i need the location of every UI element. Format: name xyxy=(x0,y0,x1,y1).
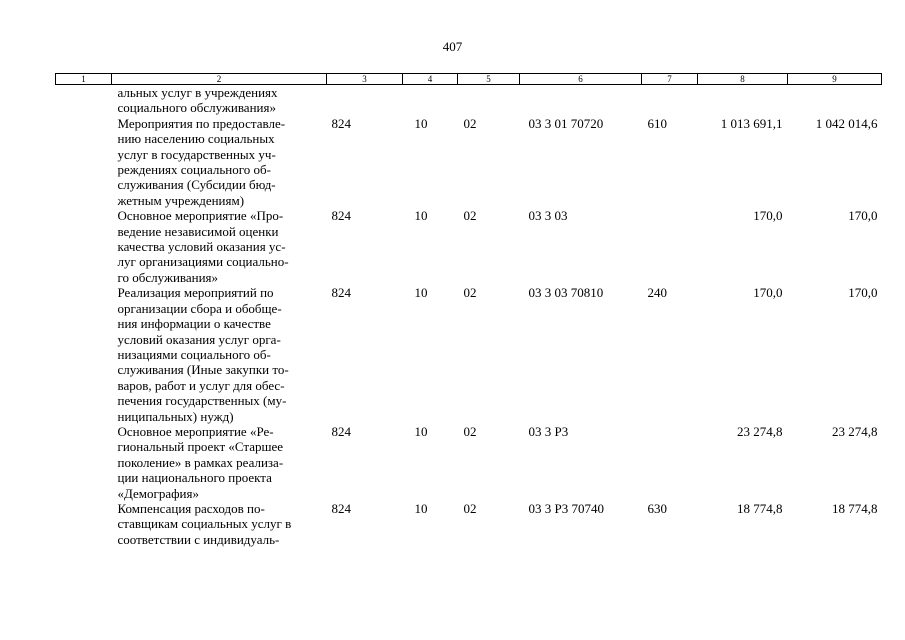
section-code: 10 xyxy=(414,115,428,131)
item-name-line: организации сбора и обобще- xyxy=(117,300,282,316)
item-name-line: социального обслуживания» xyxy=(117,100,276,116)
amount-year-2 xyxy=(788,85,882,116)
item-name-line: качества условий оказания ус- xyxy=(117,239,286,255)
department-code: 824 xyxy=(331,423,351,439)
item-name-line: ставщикам социальных услуг в xyxy=(117,516,292,532)
amount-year-2: 18 774,8 xyxy=(832,500,878,516)
expense-type-code: 610 xyxy=(647,115,667,131)
item-name-line: ции национального проекта xyxy=(117,470,272,486)
column-header-8: 8 xyxy=(698,74,788,85)
item-name-cell xyxy=(112,285,327,424)
row-number-cell xyxy=(56,85,112,116)
item-name-line: печения государственных (му- xyxy=(117,393,287,409)
item-name-cell xyxy=(112,501,327,547)
item-name-line: низациями социального об- xyxy=(117,346,271,362)
target-article-code: 03 3 03 xyxy=(528,208,568,224)
item-name-line: поколение» в рамках реализа- xyxy=(117,454,284,470)
row-number-cell xyxy=(56,285,112,424)
item-name-line: варов, работ и услуг для обес- xyxy=(117,377,285,393)
subsection-code: 02 xyxy=(463,285,477,301)
section-code xyxy=(403,85,458,116)
item-name-line: служивания (Иные закупки то- xyxy=(117,362,289,378)
column-header-2: 2 xyxy=(112,74,327,85)
department-code: 824 xyxy=(331,208,351,224)
target-article-code xyxy=(520,85,642,116)
amount-year-1: 170,0 xyxy=(753,208,783,224)
item-name-line: «Демография» xyxy=(117,485,199,501)
target-article-code: 03 3 03 70810 xyxy=(528,285,604,301)
column-header-9: 9 xyxy=(788,74,882,85)
subsection-code xyxy=(458,85,520,116)
amount-year-1 xyxy=(698,85,788,116)
amount-year-2: 23 274,8 xyxy=(832,423,878,439)
amount-year-1: 18 774,8 xyxy=(737,500,783,516)
item-name-line: Основное мероприятие «Про- xyxy=(117,208,284,224)
amount-year-1: 23 274,8 xyxy=(737,423,783,439)
item-name-line: Основное мероприятие «Ре- xyxy=(117,423,274,439)
department-code xyxy=(327,85,403,116)
row-number-cell xyxy=(56,208,112,285)
item-name-line: нию населению социальных xyxy=(117,131,275,147)
amount-year-2: 170,0 xyxy=(848,208,878,224)
item-name-line: реждениях социального об- xyxy=(117,162,271,178)
section-code: 10 xyxy=(414,500,428,516)
item-name-cell xyxy=(112,85,327,116)
expense-type-code xyxy=(642,85,698,116)
budget-table xyxy=(55,73,882,547)
item-name-line: служивания (Субсидии бюд- xyxy=(117,177,276,193)
section-code: 10 xyxy=(414,208,428,224)
section-code: 10 xyxy=(414,423,428,439)
table-row xyxy=(56,208,882,285)
item-name-line: жетным учреждениям) xyxy=(117,192,245,208)
amount-year-1: 170,0 xyxy=(753,285,783,301)
amount-year-2: 170,0 xyxy=(848,285,878,301)
section-code: 10 xyxy=(414,285,428,301)
page-number: 407 xyxy=(442,39,463,54)
item-name-line: гиональный проект «Старшее xyxy=(117,439,284,455)
subsection-code: 02 xyxy=(463,115,477,131)
item-name-line: луг организациями социально- xyxy=(117,254,289,270)
item-name-cell xyxy=(112,424,327,501)
target-article-code: 03 3 Р3 70740 xyxy=(528,500,604,516)
department-code: 824 xyxy=(331,115,351,131)
table-row xyxy=(56,424,882,501)
item-name-line: Компенсация расходов по- xyxy=(117,500,265,516)
subsection-code: 02 xyxy=(463,208,477,224)
expense-type-code: 630 xyxy=(647,500,667,516)
amount-year-2: 1 042 014,6 xyxy=(815,115,878,131)
amount-year-1: 1 013 691,1 xyxy=(720,115,783,131)
target-article-code: 03 3 Р3 xyxy=(528,423,569,439)
row-number-cell xyxy=(56,424,112,501)
expense-type-code xyxy=(642,424,698,501)
item-name-cell xyxy=(112,116,327,208)
table-header-row xyxy=(56,74,882,85)
column-header-7: 7 xyxy=(642,74,698,85)
subsection-code: 02 xyxy=(463,423,477,439)
expense-type-code: 240 xyxy=(647,285,667,301)
expense-type-code xyxy=(642,208,698,285)
column-header-5: 5 xyxy=(458,74,520,85)
item-name-line: го обслуживания» xyxy=(117,269,219,285)
item-name-cell xyxy=(112,208,327,285)
item-name-line: Реализация мероприятий по xyxy=(117,285,274,301)
item-name-line: ниципальных) нужд) xyxy=(117,408,234,424)
subsection-code: 02 xyxy=(463,500,477,516)
column-header-1: 1 xyxy=(56,74,112,85)
item-name-line: ведение независимой оценки xyxy=(117,223,279,239)
column-header-3: 3 xyxy=(327,74,403,85)
table-row xyxy=(56,501,882,547)
item-name-line: услуг в государственных уч- xyxy=(117,146,276,162)
department-code: 824 xyxy=(331,500,351,516)
target-article-code: 03 3 01 70720 xyxy=(528,115,604,131)
column-header-6: 6 xyxy=(520,74,642,85)
row-number-cell xyxy=(56,501,112,547)
item-name-line: альных услуг в учреждениях xyxy=(117,85,278,100)
table-row xyxy=(56,285,882,424)
table-row xyxy=(56,116,882,208)
column-header-4: 4 xyxy=(403,74,458,85)
item-name-line: Мероприятия по предоставле- xyxy=(117,115,286,131)
table-row xyxy=(56,85,882,116)
item-name-line: условий оказания услуг орга- xyxy=(117,331,281,347)
item-name-line: соответствии с индивидуаль- xyxy=(117,531,280,547)
item-name-line: ния информации о качестве xyxy=(117,316,271,332)
row-number-cell xyxy=(56,116,112,208)
department-code: 824 xyxy=(331,285,351,301)
